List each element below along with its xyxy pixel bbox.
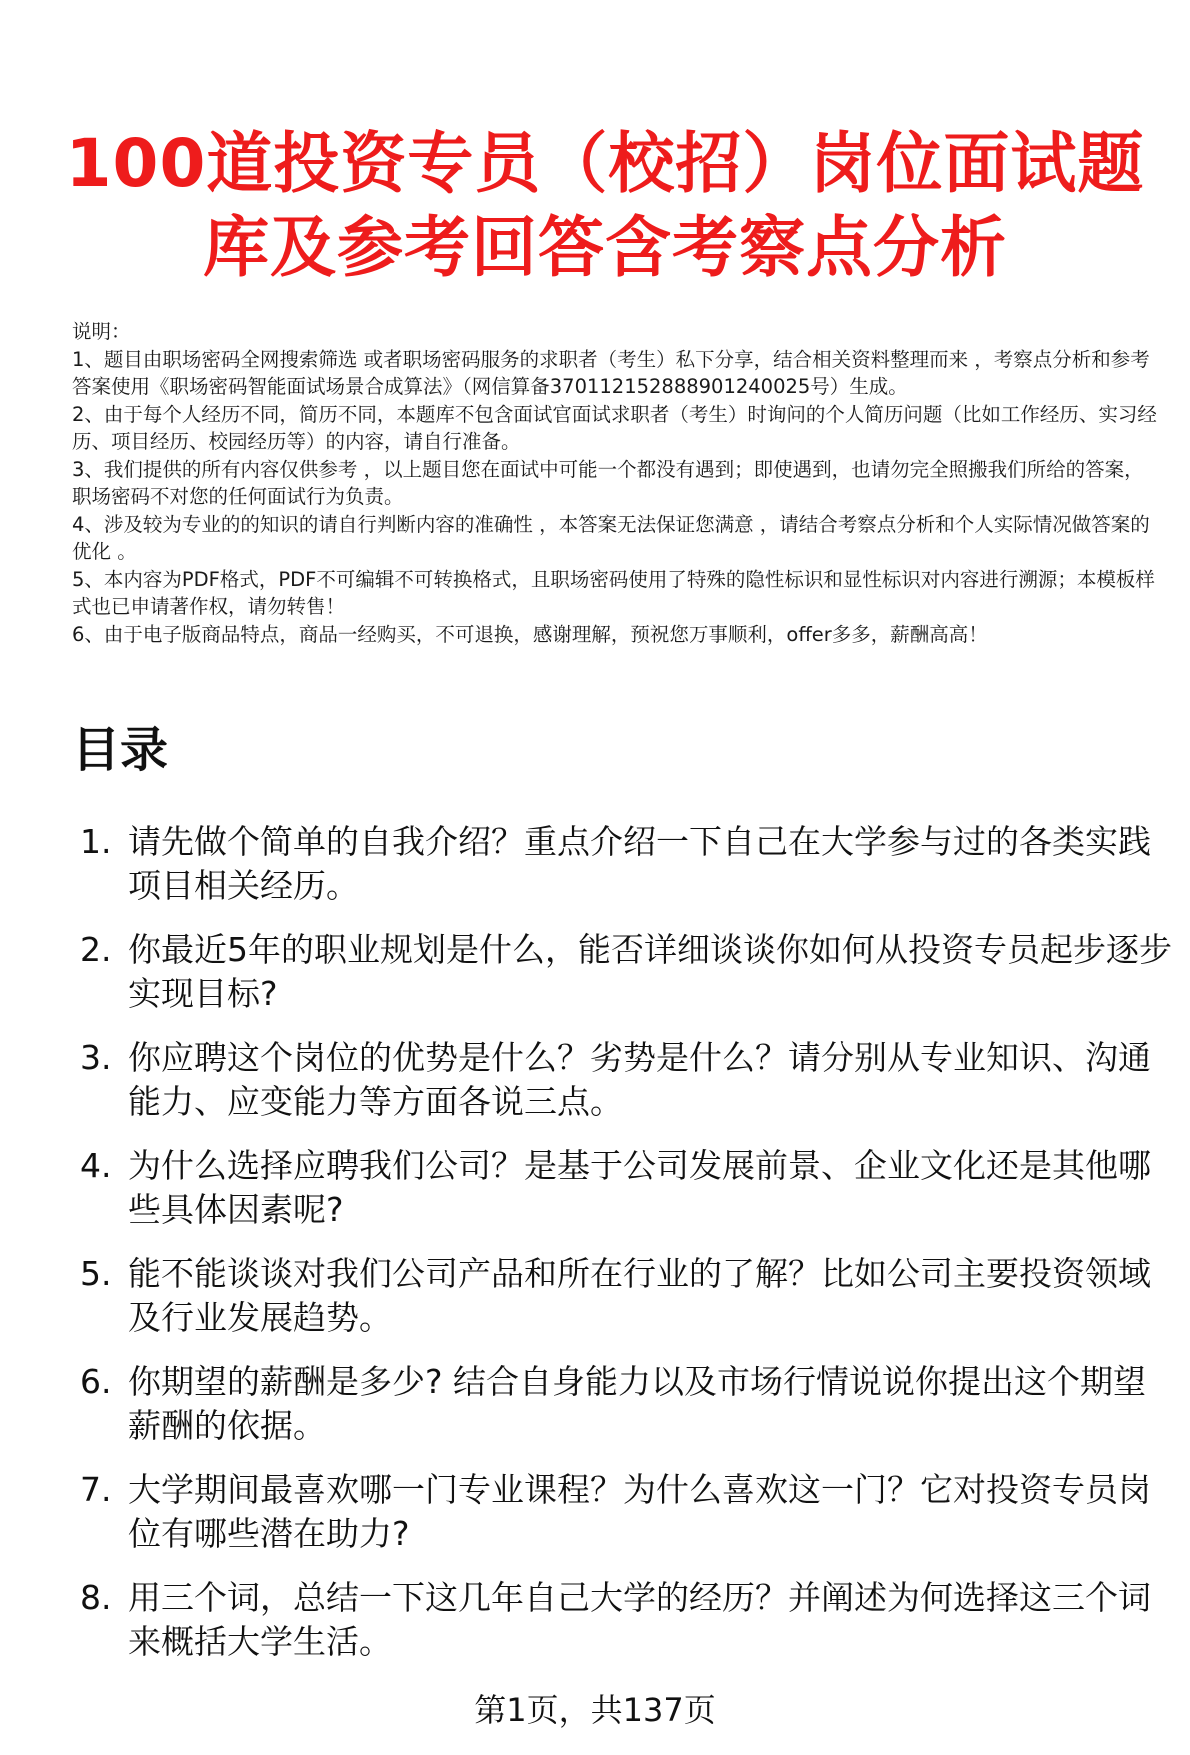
- note-item: 2、由于每个人经历不同，简历不同，本题库不包含面试官面试求职者（考生）时询问的个人简历问题（比如工作经历、实习经历、项目经历、校园经历等）的内容，请自行准备。: [72, 402, 1157, 453]
- toc-item-number: 7.: [80, 1470, 112, 1509]
- toc-item-text: 能不能谈谈对我们公司产品和所在行业的了解？比如公司主要投资领域及行业发展趋势。: [128, 1254, 1151, 1337]
- title-line-2: 库及参考回答含考察点分析: [203, 209, 1007, 286]
- toc-item[interactable]: [72, 820, 1172, 908]
- note-item: 6、由于电子版商品特点，商品一经购买，不可退换，感谢理解，预祝您万事顺利，offer多多，薪酬高高！: [72, 622, 988, 646]
- toc-item[interactable]: [72, 1468, 1172, 1556]
- toc-list: [72, 820, 1172, 1684]
- toc-item-text: 用三个词，总结一下这几年自己大学的经历？并阐述为何选择这三个词来概括大学生活。: [128, 1578, 1151, 1661]
- toc-item-number: 1.: [80, 822, 112, 861]
- title-line-1: 100道投资专员（校招）岗位面试题: [65, 125, 1145, 202]
- toc-item-text: 你应聘这个岗位的优势是什么？劣势是什么？请分别从专业知识、沟通能力、应变能力等方面各说三点。: [128, 1038, 1151, 1121]
- notes-heading: 说明：: [72, 320, 131, 343]
- toc-item-text: 你期望的薪酬是多少? 结合自身能力以及市场行情说说你提出这个期望薪酬的依据。: [128, 1362, 1147, 1445]
- toc-item-text: 为什么选择应聘我们公司？是基于公司发展前景、企业文化还是其他哪些具体因素呢?: [128, 1146, 1151, 1229]
- toc-item-number: 2.: [80, 930, 112, 969]
- note-item: 5、本内容为PDF格式，PDF不可编辑不可转换格式，且职场密码使用了特殊的隐性标识和显性标识对内容进行溯源；本模板样式也已申请著作权，请勿转售！: [72, 567, 1155, 618]
- document-title: [60, 122, 1150, 290]
- toc-item[interactable]: [72, 928, 1172, 1016]
- notes-section: [72, 318, 1162, 648]
- note-item: 1、题目由职场密码全网搜索筛选 或者职场密码服务的求职者（考生）私下分享，结合相关资料整理而来 ，考察点分析和参考答案使用《职场密码智能面试场景合成算法》（网信算备370112152888901240025号）生成。: [72, 347, 1150, 398]
- toc-item-text: 大学期间最喜欢哪一门专业课程？为什么喜欢这一门？它对投资专员岗位有哪些潜在助力?: [128, 1470, 1151, 1553]
- toc-heading: 目录: [72, 722, 169, 778]
- toc-item-number: 5.: [80, 1254, 112, 1293]
- toc-item[interactable]: [72, 1360, 1172, 1448]
- page-footer: 第1页，共137页: [474, 1691, 716, 1729]
- toc-item-number: 8.: [80, 1578, 112, 1617]
- toc-item-text: 你最近5年的职业规划是什么，能否详细谈谈你如何从投资专员起步逐步实现目标?: [128, 930, 1172, 1013]
- toc-item-number: 4.: [80, 1146, 112, 1185]
- toc-item[interactable]: [72, 1144, 1172, 1232]
- toc-item[interactable]: [72, 1576, 1172, 1664]
- toc-item[interactable]: [72, 1036, 1172, 1124]
- toc-item-text: 请先做个简单的自我介绍？重点介绍一下自己在大学参与过的各类实践项目相关经历。: [128, 822, 1151, 905]
- note-item: 3、我们提供的所有内容仅供参考 ，以上题目您在面试中可能一个都没有遇到；即使遇到，也请勿完全照搬我们所给的答案，职场密码不对您的任何面试行为负责。: [72, 457, 1144, 508]
- toc-item[interactable]: [72, 1252, 1172, 1340]
- toc-item-number: 3.: [80, 1038, 112, 1077]
- toc-item-number: 6.: [80, 1362, 112, 1401]
- note-item: 4、涉及较为专业的的知识的请自行判断内容的准确性 ，本答案无法保证您满意 ，请结合考察点分析和个人实际情况做答案的优化 。: [72, 512, 1150, 563]
